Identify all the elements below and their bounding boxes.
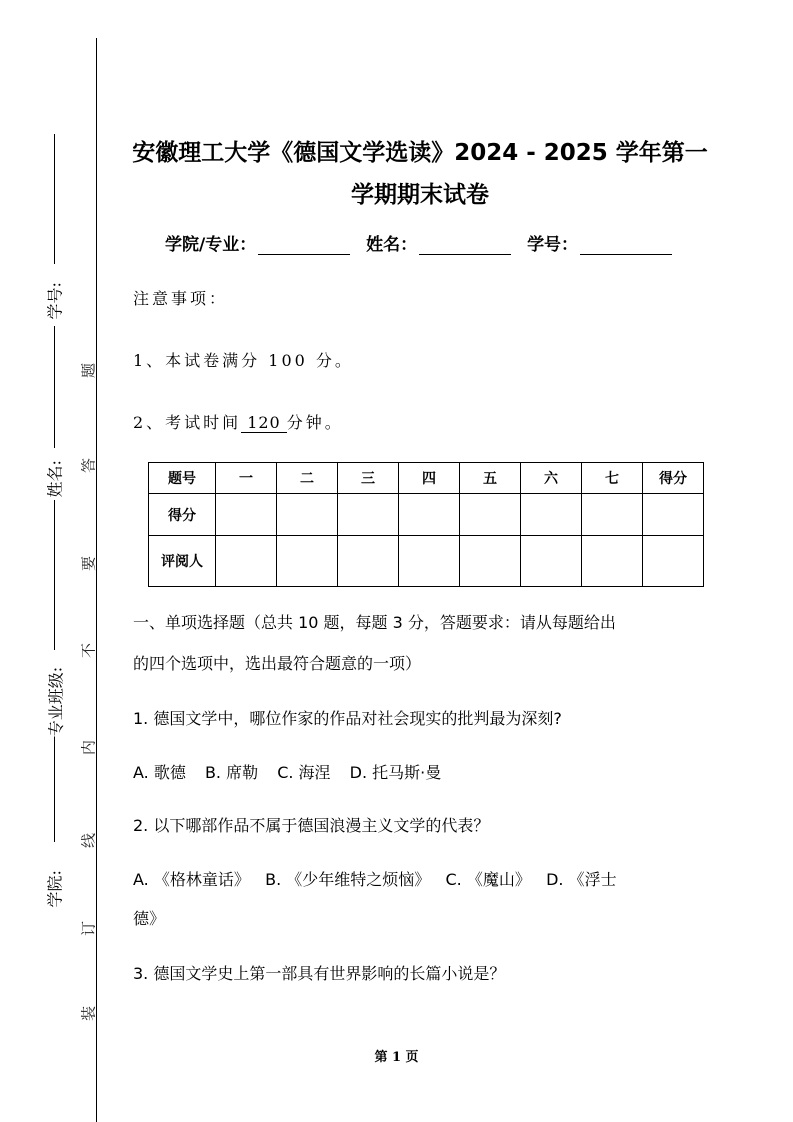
student-id-fill-line — [54, 134, 55, 264]
sidebar-major-class-label: 专业班级: — [44, 667, 67, 737]
table-cell: 二 — [277, 463, 338, 494]
table-cell: 得分 — [643, 463, 704, 494]
college-major-field[interactable] — [258, 236, 350, 255]
score-cell[interactable] — [521, 494, 582, 536]
table-cell: 五 — [460, 463, 521, 494]
reviewer-cell[interactable] — [643, 536, 704, 587]
score-table — [148, 462, 704, 587]
name-fill-line-upper — [54, 326, 55, 448]
score-cell[interactable] — [216, 494, 277, 536]
major-fill-line — [54, 730, 55, 842]
reviewer-cell[interactable] — [338, 536, 399, 587]
option-a: A. 歌德 — [133, 763, 186, 782]
section-1-heading-line2: 的四个选项中，选出最符合题意的一项） — [133, 654, 422, 673]
name-field[interactable] — [419, 236, 511, 255]
table-cell: 六 — [521, 463, 582, 494]
table-row-label: 评阅人 — [149, 536, 216, 587]
binding-char: 题 — [79, 363, 98, 379]
binding-line — [96, 38, 97, 1122]
binding-char: 订 — [79, 921, 98, 937]
name-fill-line-lower — [54, 500, 55, 650]
notice-item-2-suffix: 分钟。 — [286, 413, 344, 432]
reviewer-cell[interactable] — [460, 536, 521, 587]
question-1-options — [133, 760, 455, 783]
exam-title-line2: 学期期末试卷 — [351, 182, 489, 208]
binding-char: 答 — [79, 458, 98, 474]
binding-char: 装 — [79, 1006, 98, 1022]
name-label: 姓名： — [366, 235, 418, 255]
table-cell: 七 — [582, 463, 643, 494]
reviewer-cell[interactable] — [216, 536, 277, 587]
reviewer-cell[interactable] — [521, 536, 582, 587]
binding-char: 要 — [79, 556, 98, 572]
question-2-options-line2: 德》 — [133, 909, 166, 928]
question-2-options-line1: A. 《格林童话》 B. 《少年维特之烦恼》 C. 《魔山》 D. 《浮士 — [133, 870, 617, 889]
table-row — [149, 536, 704, 587]
sidebar-name-label: 姓名: — [43, 462, 66, 498]
reviewer-cell[interactable] — [399, 536, 460, 587]
reviewer-cell[interactable] — [582, 536, 643, 587]
score-cell[interactable] — [460, 494, 521, 536]
score-cell[interactable] — [582, 494, 643, 536]
option-d: D. 托马斯·曼 — [349, 763, 442, 782]
table-row — [149, 494, 704, 536]
table-cell: 四 — [399, 463, 460, 494]
score-cell[interactable] — [338, 494, 399, 536]
sidebar-student-id-label: 学号: — [43, 284, 66, 320]
reviewer-cell[interactable] — [277, 536, 338, 587]
question-2-text: 2. 以下哪部作品不属于德国浪漫主义文学的代表？ — [133, 816, 490, 835]
option-b: B. 席勒 — [204, 763, 259, 782]
notice-item-2-prefix: 2、考试时间 — [133, 413, 242, 432]
table-cell: 一 — [216, 463, 277, 494]
section-1-heading-line1: 一、单项选择题（总共 10 题，每题 3 分，答题要求：请从每题给出 — [133, 613, 616, 632]
table-row-label: 得分 — [149, 494, 216, 536]
score-cell[interactable] — [643, 494, 704, 536]
binding-char: 内 — [79, 740, 98, 756]
notice-heading: 注意事项： — [133, 289, 229, 308]
question-1-text: 1. 德国文学中，哪位作家的作品对社会现实的批判最为深刻? — [133, 709, 562, 728]
notice-item-1: 1、本试卷满分 100 分。 — [133, 351, 354, 370]
table-cell: 题号 — [149, 463, 216, 494]
college-major-label: 学院/专业： — [165, 235, 257, 255]
notice-item-2 — [133, 410, 344, 433]
exam-duration-value: 120 — [241, 413, 287, 433]
student-info-line — [165, 230, 682, 255]
exam-title-line1: 安徽理工大学《德国文学选读》2024 - 2025 学年第一 — [132, 140, 708, 166]
page-number: 第 1 页 — [374, 1050, 419, 1065]
score-cell[interactable] — [277, 494, 338, 536]
student-id-label: 学号： — [527, 235, 579, 255]
binding-char: 线 — [79, 833, 98, 849]
table-cell: 三 — [338, 463, 399, 494]
sidebar-college-label: 学院: — [43, 872, 66, 908]
binding-char: 不 — [79, 643, 98, 659]
table-header-row — [149, 463, 704, 494]
student-id-field[interactable] — [580, 236, 672, 255]
question-3-text: 3. 德国文学史上第一部具有世界影响的长篇小说是？ — [133, 964, 506, 983]
score-cell[interactable] — [399, 494, 460, 536]
option-c: C. 海涅 — [277, 763, 331, 782]
